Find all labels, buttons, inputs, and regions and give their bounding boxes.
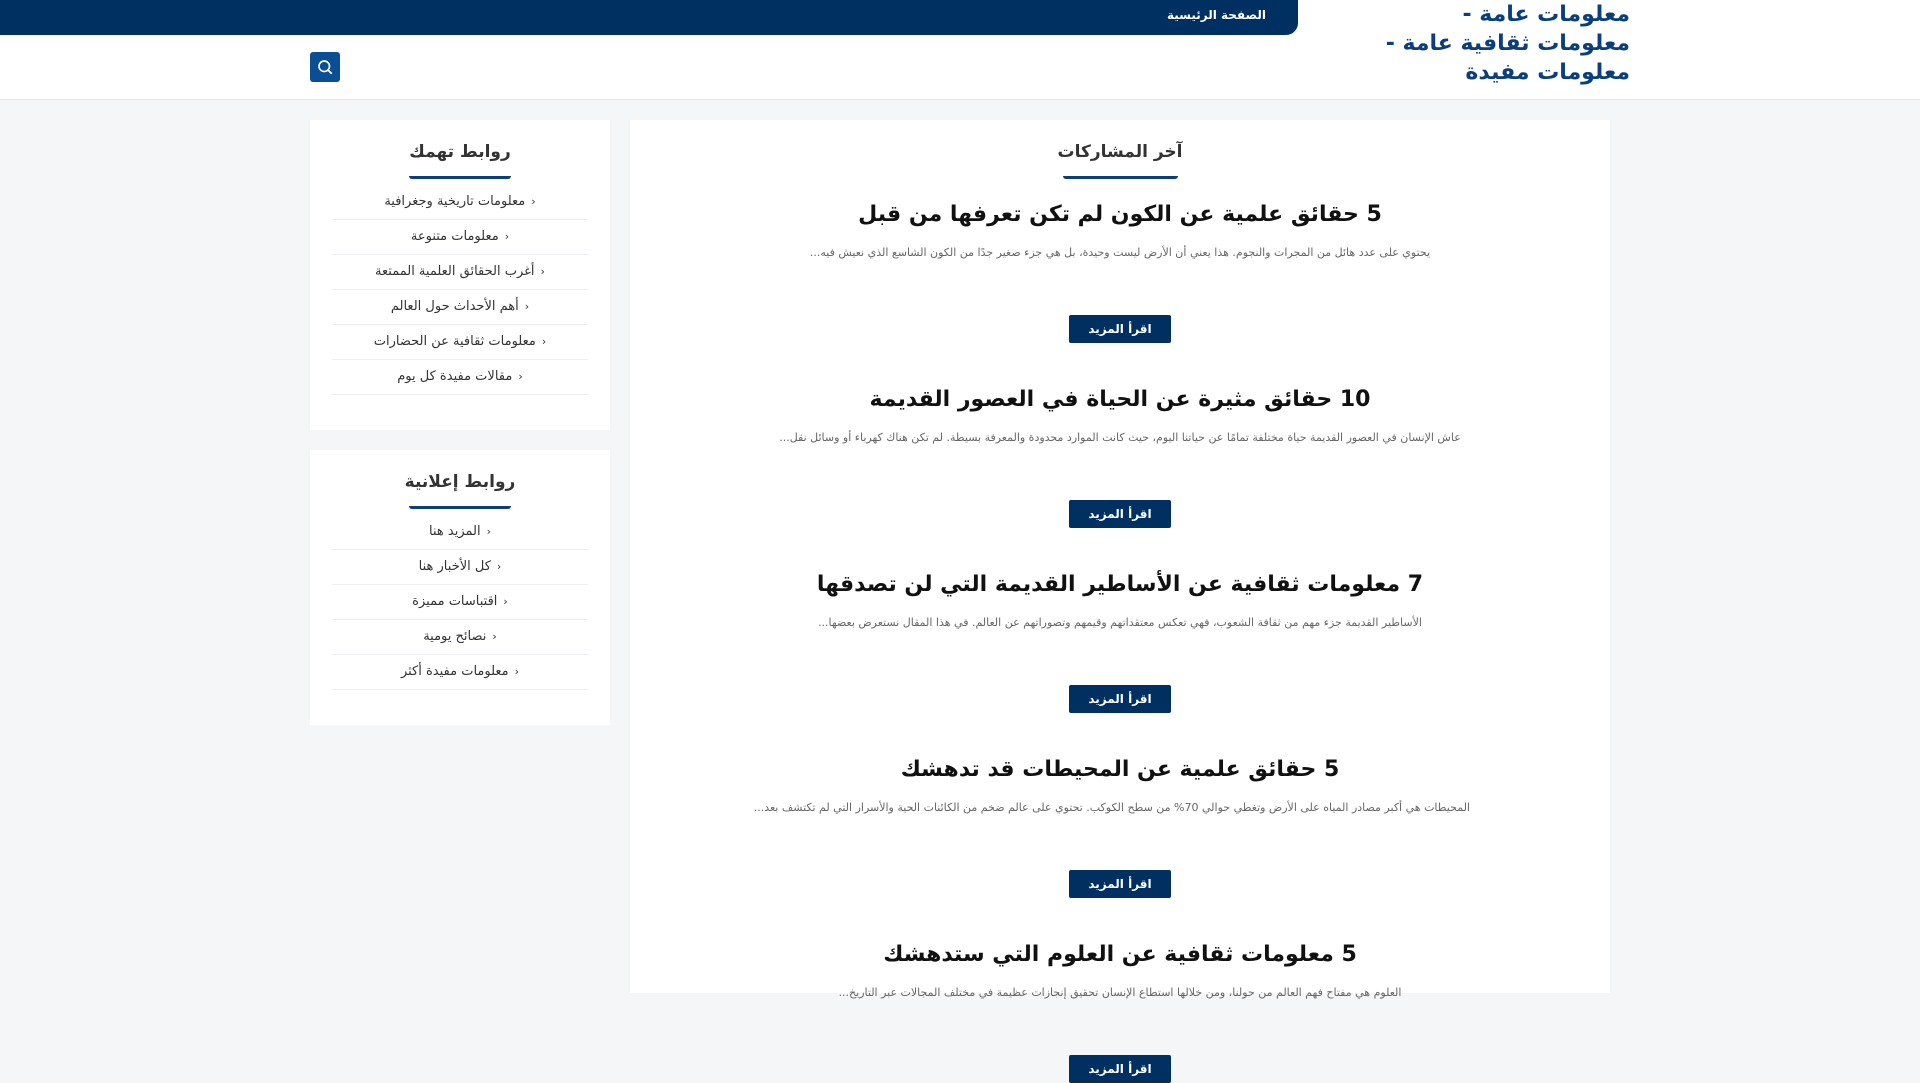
widget-title: روابط تهمك <box>409 142 511 162</box>
chevron-left-icon: ‹ <box>492 630 497 643</box>
chevron-left-icon: ‹ <box>504 230 510 243</box>
chevron-left-icon: ‹ <box>518 370 523 383</box>
post-excerpt: الأساطير القديمة جزء مهم من ثقافة الشعوب، فهي تعكس معتقداتهم وقيمهم وتصوراتهم عن العالم. في هذا المقال نستعرض بعضها... <box>818 616 1422 629</box>
posts-container <box>630 120 1610 1076</box>
ad-links-widget <box>310 450 610 725</box>
site-title-line[interactable]: معلومات ثقافية عامة - <box>1385 31 1630 56</box>
section-title-underline <box>1063 176 1178 179</box>
widget-link[interactable]: ‹أغرب الحقائق العلمية الممتعة <box>332 255 588 290</box>
post-card <box>630 200 1610 343</box>
widget-link[interactable]: ‹كل الأخبار هنا <box>332 550 588 585</box>
widget-link[interactable]: ‹المزيد هنا <box>332 515 588 550</box>
nav-home-link[interactable]: الصفحة الرئيسية <box>1166 8 1266 22</box>
read-more-button[interactable]: اقرأ المزيد <box>1069 315 1170 343</box>
widget-link[interactable]: ‹معلومات متنوعة <box>332 220 588 255</box>
chevron-left-icon: ‹ <box>496 560 502 573</box>
chevron-left-icon: ‹ <box>503 595 508 608</box>
post-title[interactable]: 5 حقائق علمية عن المحيطات قد تدهشك <box>900 757 1340 782</box>
post-excerpt: المحيطات هي أكبر مصادر المياه على الأرض وتغطي حوالي 70% من سطح الكوكب. تحتوي على عالم ضخم من الكائنات الحية والأسرار التي لم تكتشف بعد... <box>753 801 1470 814</box>
widget-link[interactable]: ‹معلومات تاريخية وجغرافية <box>332 185 588 220</box>
site-title[interactable] <box>1360 0 1630 87</box>
widget-link[interactable]: ‹معلومات مفيدة أكثر <box>332 655 588 690</box>
site-title-line[interactable]: معلومات مفيدة <box>1465 60 1630 85</box>
post-card <box>630 385 1610 528</box>
site-header <box>0 0 1920 100</box>
post-title[interactable]: 5 معلومات ثقافية عن العلوم التي ستدهشك <box>883 942 1357 967</box>
post-excerpt: العلوم هي مفتاح فهم العالم من حولنا، ومن خلالها استطاع الإنسان تحقيق إنجازات عظيمة في مختلف المجالات عبر التاريخ... <box>838 986 1402 999</box>
site-title-line[interactable]: معلومات عامة - <box>1462 2 1630 27</box>
search-icon <box>316 58 334 76</box>
chevron-left-icon: ‹ <box>486 525 491 538</box>
post-card <box>630 940 1610 1083</box>
read-more-button[interactable]: اقرأ المزيد <box>1069 1055 1170 1083</box>
section-header <box>630 142 1610 179</box>
widget-link[interactable]: ‹أهم الأحداث حول العالم <box>332 290 588 325</box>
widget-title-underline <box>409 506 511 509</box>
section-title: آخر المشاركات <box>1057 142 1183 162</box>
search-button[interactable] <box>310 52 340 82</box>
chevron-left-icon: ‹ <box>514 665 520 678</box>
chevron-left-icon: ‹ <box>541 335 547 348</box>
widget-link[interactable]: ‹معلومات ثقافية عن الحضارات <box>332 325 588 360</box>
widget-link[interactable]: ‹نصائح يومية <box>332 620 588 655</box>
read-more-button[interactable]: اقرأ المزيد <box>1069 685 1170 713</box>
widget-link-list <box>332 185 588 395</box>
post-excerpt: عاش الإنسان في العصور القديمة حياة مختلفة تمامًا عن حياتنا اليوم، حيث كانت الموارد محدودة والمعرفة بسيطة. لم تكن هناك كهرباء أو وسائل نقل... <box>779 431 1461 444</box>
top-nav-bar <box>0 0 1298 35</box>
widget-link[interactable]: ‹اقتباسات مميزة <box>332 585 588 620</box>
widget-link-list <box>332 515 588 690</box>
chevron-left-icon: ‹ <box>540 265 545 278</box>
chevron-left-icon: ‹ <box>531 195 536 208</box>
widget-title-underline <box>409 176 511 179</box>
post-card <box>630 570 1610 713</box>
post-excerpt: يحتوي على عدد هائل من المجرات والنجوم. هذا يعني أن الأرض ليست وحيدة، بل هي جزء صغير جدًا من الكون الشاسع الذي نعيش فيه... <box>809 246 1431 259</box>
post-title[interactable]: 7 معلومات ثقافية عن الأساطير القديمة التي لن تصدقها <box>816 572 1424 597</box>
widget-link[interactable]: ‹مقالات مفيدة كل يوم <box>332 360 588 395</box>
widget-title: روابط إعلانية <box>404 472 516 492</box>
read-more-button[interactable]: اقرأ المزيد <box>1069 870 1170 898</box>
post-card <box>630 755 1610 898</box>
post-title[interactable]: 5 حقائق علمية عن الكون لم تكن تعرفها من قبل <box>858 202 1382 227</box>
read-more-button[interactable]: اقرأ المزيد <box>1069 500 1170 528</box>
links-widget <box>310 120 610 430</box>
chevron-left-icon: ‹ <box>524 300 530 313</box>
post-title[interactable]: 10 حقائق مثيرة عن الحياة في العصور القديمة <box>869 387 1371 412</box>
